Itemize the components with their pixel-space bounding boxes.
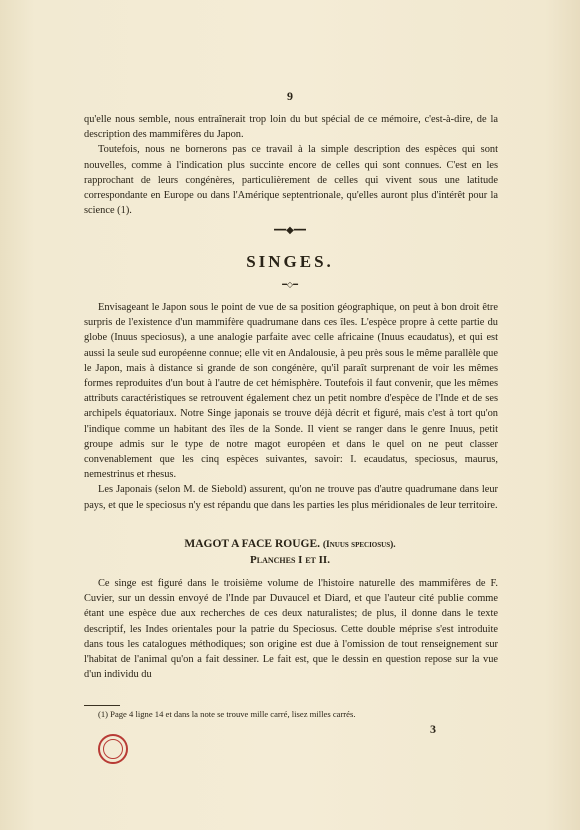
footnote: (1) Page 4 ligne 14 et dans la note se trouve mille carré, lisez milles carrés. bbox=[98, 709, 356, 719]
intro-paragraph-2: Toutefois, nous ne bornerons pas ce travail à la simple description des espèces qui sont nouvelles, comme à l'indication plus succinte encore de celles qui sont connues. C'est en les rapprochant de leurs congénères, particulièrement de celles qui vivent sous une latitude correspondante en Europe ou dans l'Amérique septentrionale, qu'elles auront plus d'intérêt pour la science (1). bbox=[84, 144, 498, 217]
section-title: SINGES. bbox=[246, 252, 334, 271]
intro-block bbox=[84, 112, 498, 218]
folio-number: 3 bbox=[430, 722, 436, 736]
library-stamp-icon bbox=[98, 734, 128, 764]
body2-block bbox=[84, 576, 498, 682]
subsection-title: MAGOT A FACE ROUGE. bbox=[184, 538, 321, 550]
body-block bbox=[84, 300, 498, 513]
footnote-rule bbox=[84, 705, 120, 706]
intro-paragraph-1: qu'elle nous semble, nous entraînerait trop loin du but spécial de ce mémoire, c'est-à-dire, de la description des mammifères du Japon. bbox=[84, 114, 498, 141]
ornament-divider-bottom: ━◇━ bbox=[282, 280, 298, 289]
body-paragraph-2: Les Japonais (selon M. de Siebold) assurent, qu'on ne trouve pas d'autre quadrumane dans leur pays, et que le speciosus n'y est répandu que dans les parties les plus méridionales de leur territoire. bbox=[84, 484, 498, 511]
subsection-latin-name: (Inuus speciosus). bbox=[322, 540, 396, 550]
page-number: 9 bbox=[287, 89, 293, 103]
body-paragraph-1: Envisageant le Japon sous le point de vue de sa position géographique, on peut à bon droit être surpris de l'existence d'un mammifère quadrumane dans ces îles. L'espèce propre à cette partie du globe (Inuus speciosus), a une analogie parfaite avec celle africaine (Inuus ecaudatus), et qui est aussi la seule sud européenne connue; elle vit en Andalousie, à peu près sous le même parallèle que le Japon, mais à distance si grande de son congénère, qu'il paraît surprenant de voir les mêmes formes reproduites d'un bout à l'autre de cet hémisphère. Toutefois il faut convenir, que les mêmes attributs caractéristiques se retrouvent également chez un petit nombre d'espèce de l'Inde et de ses archipels équatoriaux. Notre Singe japonais se trouve déjà décrit et figuré, mais c'est à tort qu'on l'indique comme un habitant des îles de la Sonde. Il vient se ranger dans le genre Inuus, petit groupe admis sur le type de notre magot européen et dans le quel on ne peut classer convenablement que les cinq espèces suivantes, savoir: I. ecaudatus, speciosus, maurus, nemestrinus et rhesus. bbox=[84, 302, 498, 481]
ornament-divider-top: ━━◆━━ bbox=[274, 225, 306, 236]
plates-reference: Planches I et II. bbox=[250, 554, 330, 566]
body2-paragraph-1: Ce singe est figuré dans le troisième volume de l'histoire naturelle des mammifères de F. Cuvier, sur un dessin envoyé de l'Inde par Duvaucel et Diard, et que l'auteur cité publie comme étant une espèce due aux recherches de ces deux naturalistes; de plus, il donne dans le texte descriptif, les Indes orientales pour la patrie du Speciosus. Cette double méprise s'est introduite dans tous les catalogues méthodiques; son origine est due à l'omission de tout renseignement sur l'habitat de l'animal qu'on a fait dessiner. Le fait est, que le dessin en question repose sur la vue d'un individu du bbox=[84, 578, 498, 681]
subsection-heading bbox=[0, 538, 580, 550]
